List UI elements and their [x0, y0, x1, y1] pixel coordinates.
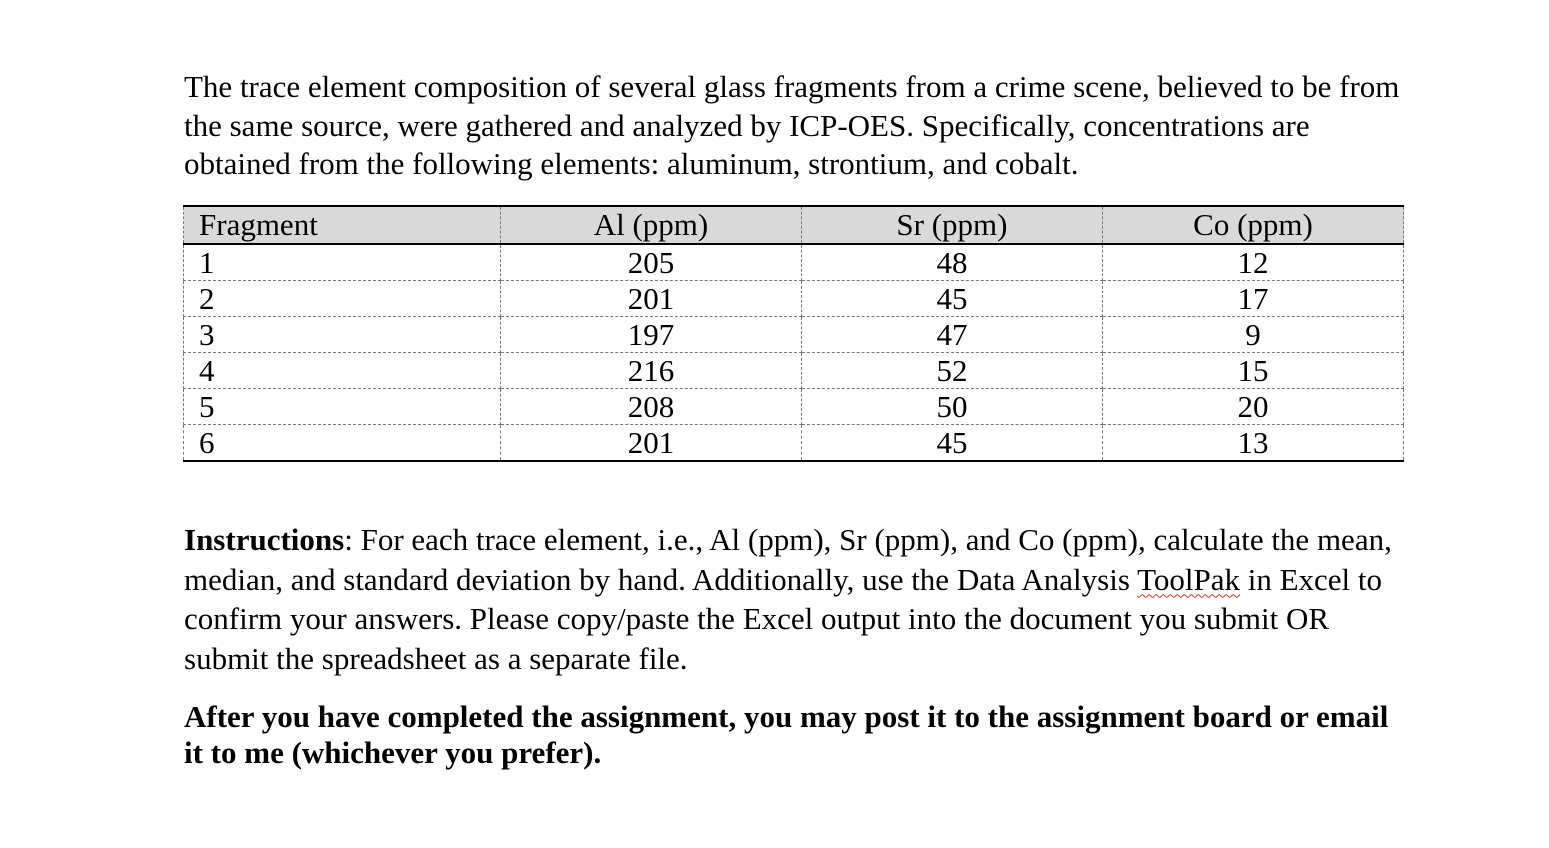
- cell-sr: 52: [801, 353, 1102, 389]
- cell-fragment: 2: [184, 281, 501, 317]
- cell-fragment: 5: [184, 389, 501, 425]
- cell-fragment: 6: [184, 425, 501, 462]
- cell-sr: 45: [801, 425, 1102, 462]
- cell-fragment: 1: [184, 244, 501, 281]
- intro-paragraph: The trace element composition of several glass fragments from a crime scene, believed to be from the same source, were gathered and analyzed by ICP-OES. Specifically, concentrations are obtained from the following elements: aluminum, strontium, and cobalt.: [184, 69, 1400, 181]
- cell-sr: 50: [801, 389, 1102, 425]
- cell-co: 17: [1102, 281, 1403, 317]
- header-co: Co (ppm): [1102, 206, 1403, 244]
- cell-sr: 47: [801, 317, 1102, 353]
- table-row: [184, 353, 1404, 389]
- cell-al: 201: [500, 281, 801, 317]
- cell-sr: 45: [801, 281, 1102, 317]
- cell-co: 13: [1102, 425, 1403, 462]
- instructions-label: Instructions: [184, 522, 345, 557]
- table-row: [184, 425, 1404, 462]
- spellcheck-flagged-word[interactable]: ToolPak: [1137, 561, 1240, 597]
- closing-paragraph: After you have completed the assignment, you may post it to the assignment board or email it to me (whichever you prefer).: [184, 699, 1389, 770]
- cell-fragment: 4: [184, 353, 501, 389]
- cell-fragment: 3: [184, 317, 501, 353]
- header-al: Al (ppm): [500, 206, 801, 244]
- header-sr: Sr (ppm): [801, 206, 1102, 244]
- table-row: [184, 281, 1404, 317]
- cell-al: 197: [500, 317, 801, 353]
- fragment-table: [183, 205, 1404, 462]
- instructions-text-before: For each trace element, i.e., Al (ppm), Sr (ppm), and Co (ppm), calculate the mean, median, and standard deviation by hand. Additionally, use the Data Analysis: [184, 522, 1392, 597]
- instructions-text-after: in Excel to confirm your answers. Please copy/paste the Excel output into the document you submit OR submit the spreadsheet as a separate file.: [184, 561, 1383, 676]
- cell-co: 12: [1102, 244, 1403, 281]
- instructions-paragraph: [184, 520, 1409, 678]
- instructions-colon: :: [344, 522, 353, 557]
- cell-co: 9: [1102, 317, 1403, 353]
- table-header-row: [184, 206, 1404, 244]
- cell-al: 208: [500, 389, 801, 425]
- cell-al: 216: [500, 353, 801, 389]
- cell-co: 15: [1102, 353, 1403, 389]
- table-row: [184, 244, 1404, 281]
- table-row: [184, 317, 1404, 353]
- header-fragment: Fragment: [184, 206, 501, 244]
- table-row: [184, 389, 1404, 425]
- cell-co: 20: [1102, 389, 1403, 425]
- cell-al: 205: [500, 244, 801, 281]
- cell-sr: 48: [801, 244, 1102, 281]
- cell-al: 201: [500, 425, 801, 462]
